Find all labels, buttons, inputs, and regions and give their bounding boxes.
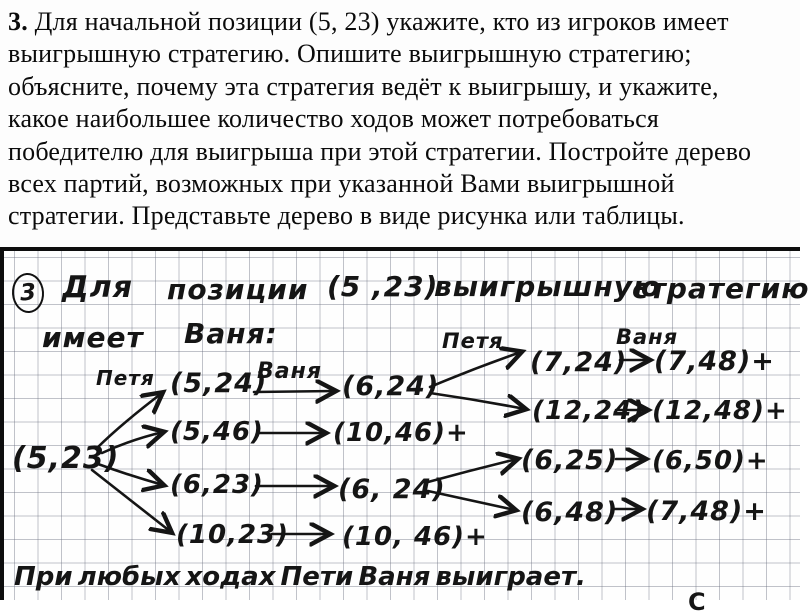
tree-node-root: (5,23) bbox=[12, 441, 120, 476]
move-label-vanya: Ваня bbox=[257, 359, 322, 384]
problem-number: 3. bbox=[8, 7, 28, 36]
move-label-vanya: Ваня bbox=[616, 325, 679, 349]
heading-word: имеет bbox=[42, 321, 144, 354]
tree-node-terminal: (10, 46)+ bbox=[342, 522, 488, 552]
conclusion-word: Пети bbox=[280, 562, 354, 592]
conclusion-word: выиграет. bbox=[435, 562, 586, 592]
heading-word: Для bbox=[62, 270, 133, 305]
next-line-partial-letter: С bbox=[688, 588, 706, 616]
heading-word: позиции bbox=[167, 273, 309, 306]
move-label-petya: Петя bbox=[96, 366, 155, 390]
problem-line: 3. Для начальной позиции (5, 23) укажите, кто из игроков имеет bbox=[8, 7, 729, 36]
tree-node: (6,48) bbox=[521, 497, 619, 528]
conclusion-word: любых bbox=[77, 562, 181, 592]
problem-line: выигрышную стратегию. Опишите выигрышную стратегию; bbox=[8, 39, 692, 69]
tree-node: (10,23) bbox=[176, 520, 290, 550]
tree-node-terminal: (12,48)+ bbox=[652, 396, 788, 426]
conclusion-sentence bbox=[14, 562, 586, 592]
conclusion-word: Ваня bbox=[358, 562, 431, 592]
heading-word: выигрышную bbox=[434, 270, 662, 303]
move-label-petya: Петя bbox=[442, 329, 504, 353]
tree-node: (6,25) bbox=[521, 445, 619, 476]
task-number-circled: 3 bbox=[11, 272, 46, 314]
tree-node-terminal: (7,48)+ bbox=[646, 496, 767, 527]
problem-line: объясните, почему эта стратегия ведёт к выигрышу, и укажите, bbox=[8, 71, 719, 101]
tree-node: (6,24) bbox=[342, 371, 440, 402]
tree-node-terminal: (10,46)+ bbox=[333, 418, 469, 448]
conclusion-word: ходах bbox=[185, 562, 276, 592]
tree-node: (5,24) bbox=[170, 368, 268, 399]
tree-node: (12,24) bbox=[532, 396, 646, 426]
conclusion-word: При bbox=[14, 562, 73, 592]
tree-node-terminal: (7,48)+ bbox=[654, 346, 775, 377]
problem-line: стратегии. Представьте дерево в виде рисунка или таблицы. bbox=[8, 201, 685, 231]
tree-node-terminal: (6,50)+ bbox=[652, 446, 769, 476]
tree-node: (6,23) bbox=[170, 470, 264, 500]
problem-line: победителю для выигрыша при этой стратегии. Постройте дерево bbox=[8, 136, 752, 166]
problem-statement bbox=[0, 0, 800, 247]
tree-node: (6, 24) bbox=[338, 474, 446, 505]
tree-node: (7,24) bbox=[530, 347, 628, 378]
heading-position: (5 ,23) bbox=[327, 270, 439, 303]
problem-line: какое наибольшее количество ходов может потребоваться bbox=[8, 104, 659, 134]
problem-line: всех партий, возможных при указанной Вами выигрышной bbox=[8, 169, 675, 199]
heading-winner: Ваня: bbox=[184, 317, 278, 350]
tree-node: (5,46) bbox=[170, 417, 264, 447]
heading-word: стратегию bbox=[632, 272, 809, 305]
